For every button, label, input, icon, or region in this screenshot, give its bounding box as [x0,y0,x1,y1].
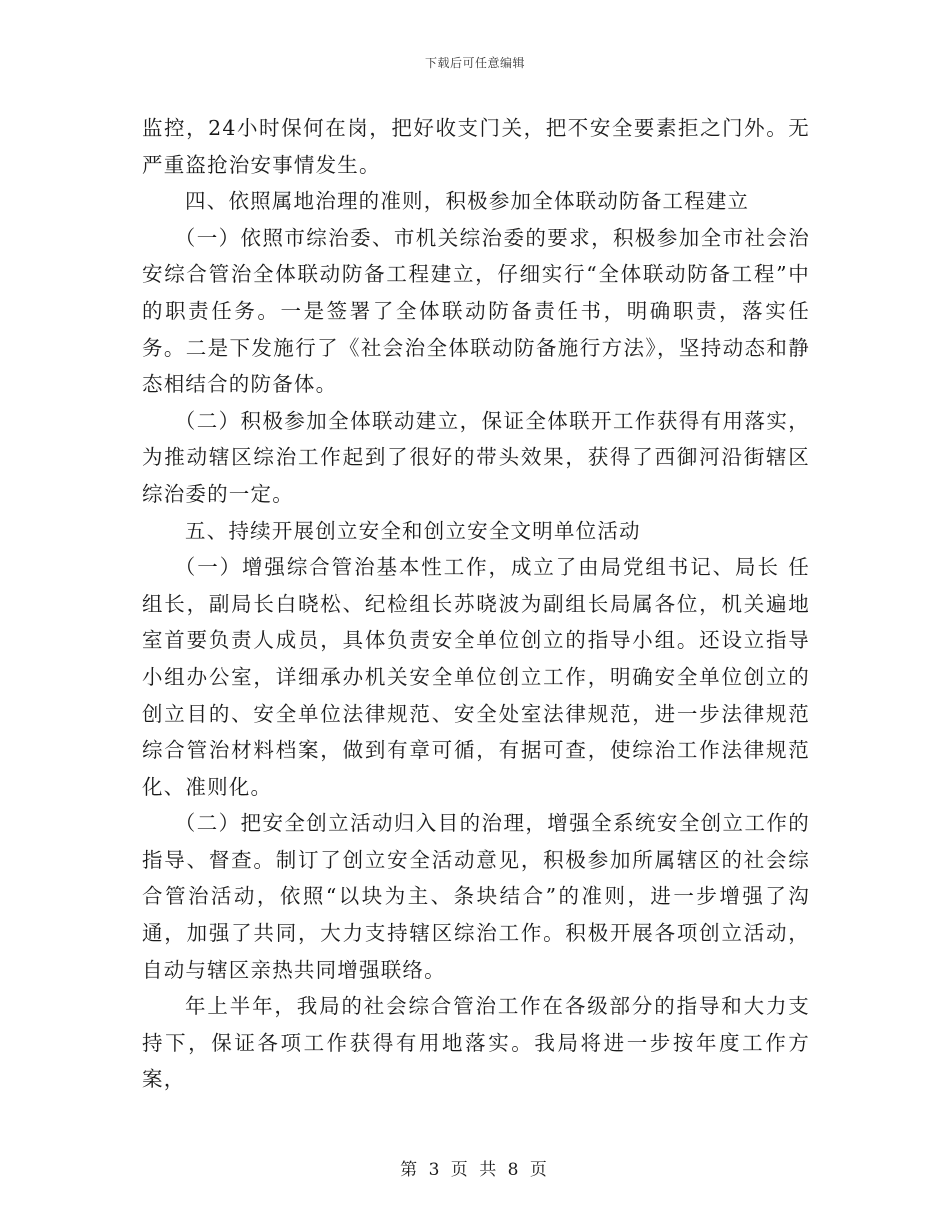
paragraph-1: 监控，24小时保何在岗，把好收支门关，把不安全要素拒之门外。无严重盗抢治安事情发生。 [142,116,810,177]
paragraph-section4-item1: （一）依照市综治委、市机关综治委的要求，积极参加全市社会治安综合管治全体联动防备工程建立，仔细实行“全体联动防备工程”中的职责任务。一是签署了全体联动防备责任书，明确职责，落实任务。二是下发施行了《社会治全体联动防备施行方法》，坚持动态和静态相结合的防备体。 [142,225,810,397]
page-footer: 第 3 页 共 8 页 [400,1160,550,1180]
page-header: 下载后可任意编辑 [424,56,525,70]
section-heading-4: 四、依照属地治理的准则，积极参加全体联动防备工程建立 [185,189,750,214]
paragraph-section5-item2: （二）把安全创立活动归入目的治理，增强全系统安全创立工作的指导、督查。制订了创立安全活动意见，积极参加所属辖区的社会综合管治活动，依照“以块为主、条块结合”的准则，进一步增强了沟通，加强了共同，大力支持辖区综治工作。积极开展各项创立活动，自动与辖区亲热共同增强联络。 [142,811,810,982]
paragraph-summary: 年上半年，我局的社会综合管治工作在各级部分的指导和大力支持下，保证各项工作获得有用地落实。我局将进一步按年度工作方案， [142,994,810,1092]
paragraph-section5-item1: （一）增强综合管治基本性工作，成立了由局党组书记、局长 任组长，副局长白晓松、纪检组长苏晓波为副组长局属各位，机关遍地室首要负责人成员，具体负责安全单位创立的指导小组。还设立指导小组办公室，详细承办机关安全单位创立工作，明确安全单位创立的创立目的、安全单位法律规范、安全处室法律规范，进一步法律规范综合管治材料档案，做到有章可循，有据可查，使综治工作法律规范化、准则化。 [142,555,810,799]
paragraph-section4-item2: （二）积极参加全体联动建立，保证全体联开工作获得有用落实，为推动辖区综治工作起到了很好的带头效果，获得了西御河沿街辖区综治委的一定。 [142,408,810,506]
document-body [142,110,810,1098]
section-heading-5: 五、持续开展创立安全和创立安全文明单位活动 [185,518,641,543]
